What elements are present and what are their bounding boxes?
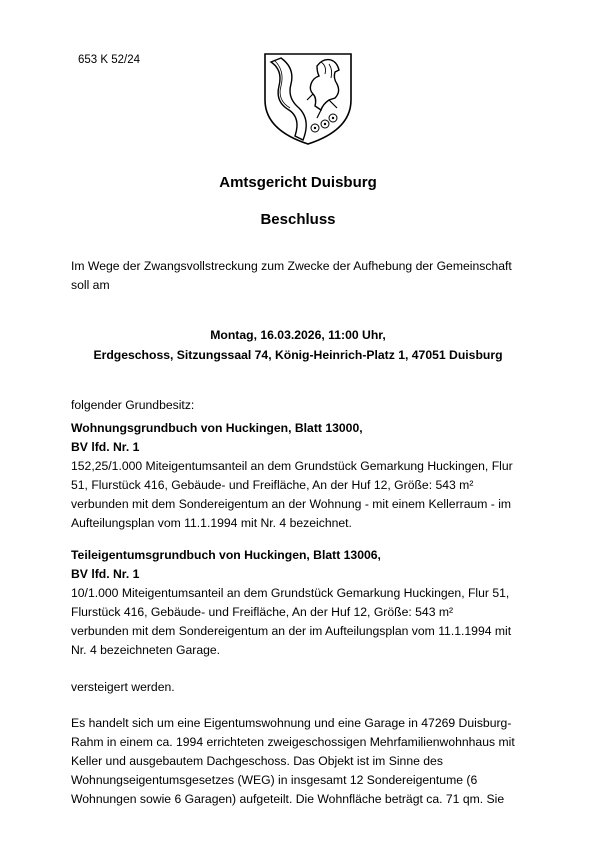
- appointment: [0, 325, 596, 365]
- property-intro: folgender Grundbesitz:: [71, 398, 195, 412]
- property-2-subheading: BV lfd. Nr. 1: [71, 567, 140, 581]
- intro-line: soll am: [71, 278, 110, 292]
- description-line: Wohnungseigentumsgesetzes (WEG) in insgesamt 12 Sondereigentume (6: [71, 773, 478, 787]
- property-2: [71, 546, 531, 660]
- property-2-line: Flurstück 416, Gebäude- und Freifläche, An der Huf 12, Größe: 543 m²: [71, 605, 454, 619]
- document-title: Beschluss: [260, 211, 336, 228]
- description-line: Wohnungen sowie 6 Garagen) aufgeteilt. Die Wohnfläche beträgt ca. 71 qm. Sie: [71, 792, 505, 806]
- coat-of-arms-icon: [257, 48, 359, 148]
- case-number: 653 K 52/24: [78, 54, 141, 66]
- description-line: Keller und ausgebautem Dachgeschoss. Das Objekt ist im Sinne des: [71, 754, 443, 768]
- property-1: [71, 419, 531, 533]
- description-line: Rahm in einem ca. 1994 errichteten zweigeschossigen Mehrfamilienwohnhaus mit: [71, 735, 515, 749]
- description-line: Es handelt sich um eine Eigentumswohnung und eine Garage in 47269 Duisburg-: [71, 716, 512, 730]
- auction-statement: versteigert werden.: [71, 680, 175, 694]
- property-1-line: 51, Flurstück 416, Gebäude- und Freifläche, An der Huf 12, Größe: 543 m²: [71, 478, 474, 492]
- property-2-line: Nr. 4 bezeichneten Garage.: [71, 643, 221, 657]
- appointment-date: Montag, 16.03.2026, 11:00 Uhr,: [210, 328, 386, 342]
- appointment-location: Erdgeschoss, Sitzungssaal 74, König-Heinrich-Platz 1, 47051 Duisburg: [93, 348, 503, 362]
- property-1-line: Aufteilungsplan vom 11.1.1994 mit Nr. 4 bezeichnet.: [71, 516, 352, 530]
- intro-line: Im Wege der Zwangsvollstreckung zum Zwecke der Aufhebung der Gemeinschaft: [71, 259, 512, 273]
- property-1-line: verbunden mit dem Sondereigentum an der Wohnung - mit einem Kellerraum - im: [71, 497, 512, 511]
- description-paragraph: [71, 714, 531, 809]
- intro-paragraph: [71, 257, 531, 295]
- property-2-line: 10/1.000 Miteigentumsanteil an dem Grundstück Gemarkung Huckingen, Flur 51,: [71, 586, 510, 600]
- property-1-line: 152,25/1.000 Miteigentumsanteil an dem Grundstück Gemarkung Huckingen, Flur: [71, 459, 513, 473]
- property-2-heading: Teileigentumsgrundbuch von Huckingen, Blatt 13006,: [71, 548, 381, 562]
- property-1-heading: Wohnungsgrundbuch von Huckingen, Blatt 13000,: [71, 421, 363, 435]
- court-name: Amtsgericht Duisburg: [219, 174, 377, 191]
- property-1-subheading: BV lfd. Nr. 1: [71, 440, 140, 454]
- property-2-line: verbunden mit dem Sondereigentum an der im Aufteilungsplan vom 11.1.1994 mit: [71, 624, 512, 638]
